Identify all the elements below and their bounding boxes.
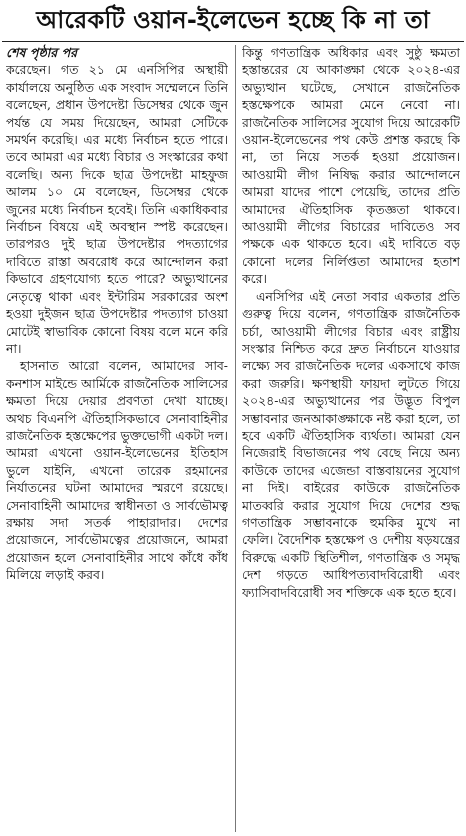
article-paragraph: করেছেন। গত ২১ মে এনসিপির অস্থায়ী কার্যালয়ে অনুষ্ঠিত এক সংবাদ সম্মেলনে তিনি বলেছেন, প্রধান উপদেষ্টা ডিসেম্বর থেকে জুন পর্যন্ত যে সময় দিয়েছেন, আমরা সেটিকে সমর্থন করেছি। এর মধ্যে নির্বাচন হতে পারে। তবে আমরা এর মধ্যে বিচার ও সংস্কারের কথা বলেছি। অন্য দিকে ছাত্র উপদেষ্টা মাহফুজ আলম ১০ মে বলেছেন, ডিসেম্বর থেকে জুনের মধ্যে নির্বাচন হবেই। তিনি একাধিকবার নির্বাচন বিষয়ে এই অবস্থান স্পষ্ট করেছেন। তারপরও দুই ছাত্র উপদেষ্টার পদত্যাগের দাবিতে রাস্তা অবরোধ করে আন্দোলন করা কিভাবে গ্রহণযোগ্য হতে পারে? অভ্যুত্থানের নেতৃত্বে থাকা এবং ইন্টারিম সরকারের অংশ হওয়া দুইজন ছাত্র উপদেষ্টার পদত্যাগ চাওয়া মোটেই স্বাভাবিক কোনো বিষয় বলে মনে করি না। bbox=[6, 62, 228, 356]
article-column-right bbox=[242, 44, 460, 830]
headline-rule bbox=[2, 41, 464, 42]
column-divider bbox=[235, 45, 236, 832]
article-paragraph: হাসনাত আরো বলেন, আমাদের সাব-কনশাস মাইন্ডে আর্মিকে রাজনৈতিক সালিসের ক্ষমতা দিয়ে দেয়ার প্রবণতা দেখা যাচ্ছে। অথচ বিএনপি ঐতিহাসিকভাবে সেনাবাহিনীর রাজনৈতিক হস্তক্ষেপের ভুক্তভোগী একটা দল। আমরা এখনো ওয়ান-ইলেভেনের ইতিহাস ভুলে যাইনি, এখনো তারেক রহমানের নির্যাতনের ঘটনা আমাদের স্মরণে রয়েছে। সেনাবাহিনী আমাদের স্বাধীনতা ও সার্বভৌমত্ব রক্ষায় সদা সতর্ক পাহারাদার। দেশের প্রয়োজনে, সার্বভৌমত্বের প্রয়োজনে, আমরা প্রয়োজন হলে সেনাবাহিনীর সাথে কাঁধে কাঁধ মিলিয়ে লড়াই করব। bbox=[6, 358, 228, 583]
continued-from-label: শেষ পৃষ্ঠার পর bbox=[6, 45, 78, 60]
article-paragraph: কিন্তু গণতান্ত্রিক অধিকার এবং সুষ্ঠু ক্ষমতা হস্তান্তরের যে আকাঙ্ক্ষা থেকে ২০২৪-এর অভ্যুত্থান ঘটেছে, সেখানে রাজনৈতিক হস্তক্ষেপকে আমরা মেনে নেবো না। রাজনৈতিক সালিসের সুযোগ দিয়ে আরেকটি ওয়ান-ইলেভেনের পথ কেউ প্রশস্ত করছে কি না, তা নিয়ে সতর্ক হওয়া প্রয়োজন। আওয়ামী লীগ নিষিদ্ধ করার আন্দোলনে আমরা যাদের পাশে পেয়েছি, তাদের প্রতি আমাদের ঐতিহাসিক কৃতজ্ঞতা থাকবে। আওয়ামী লীগের বিচারের দাবিতেও সব পক্ষকে এক থাকতে হবে। এই দাবিতে বড় কোনো দলের নির্লিপ্ততা আমাদের হতাশ করে। bbox=[242, 45, 460, 287]
article-headline: আরেকটি ওয়ান-ইলেভেন হচ্ছে কি না তা bbox=[36, 6, 430, 34]
article-paragraph: এনসিপির এই নেতা সবার একতার প্রতি গুরুত্ব দিয়ে বলেন, গণতান্ত্রিক রাজনৈতিক চর্চা, আওয়ামী লীগের বিচার এবং রাষ্ট্রীয় সংস্কার নিশ্চিত করে দ্রুত নির্বাচনে যাওয়ার লক্ষ্যে সব রাজনৈতিক দলের একসাথে কাজ করা জরুরি। ক্ষণস্থায়ী ফায়দা লুটতে গিয়ে ২০২৪-এর অভ্যুত্থানের পর উদ্ভূত বিপুল সম্ভাবনার জনআকাঙ্ক্ষাকে নষ্ট করা হলে, তা হবে একটি ঐতিহাসিক ব্যর্থতা। আমরা যেন নিজেরাই বিভাজনের পথ বেছে নিয়ে অন্য কাউকে তাদের এজেন্ডা বাস্তবায়নের সুযোগ না দিই। বাইরের কাউকে রাজনৈতিক মাতব্বরি করার সুযোগ দিয়ে দেশের শুদ্ধ গণতান্ত্রিক সম্ভাবনাকে হুমকির মুখে না ফেলি। বৈদেশিক হস্তক্ষেপ ও দেশীয় ষড়যন্ত্রের বিরুদ্ধে একটি স্থিতিশীল, গণতান্ত্রিক ও সমৃদ্ধ দেশ গড়তে আধিপত্যবাদবিরোধী এবং ফ্যাসিবাদবিরোধী সব শক্তিকে এক হতে হবে। bbox=[242, 288, 460, 600]
article-column-left bbox=[6, 44, 228, 830]
